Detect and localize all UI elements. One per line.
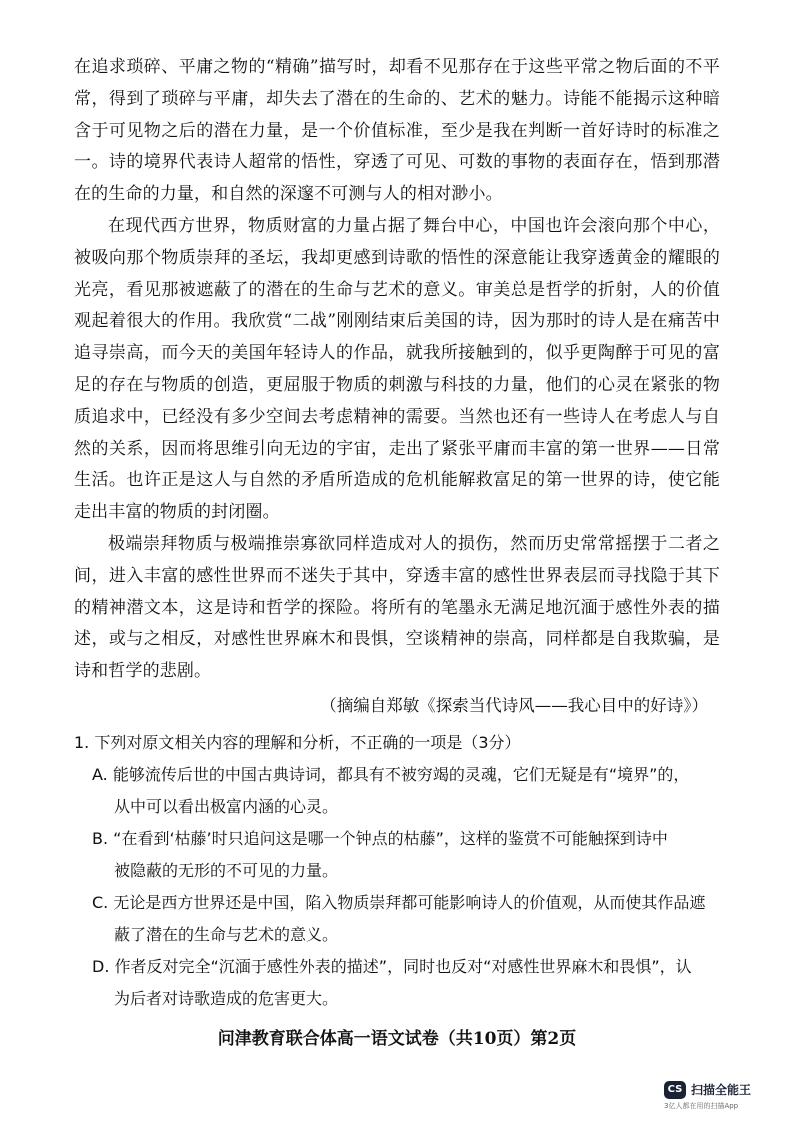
- option-d-line-1: D. 作者反对完全“沉湎于感性外表的描述”，同时也反对“对感性世界麻木和畏惧”，认: [92, 957, 692, 976]
- option-a-line-2: 从中可以看出极富内涵的心灵。: [114, 797, 339, 816]
- watermark-brand: 扫描全能王: [691, 1083, 752, 1097]
- option-c-line-2: 蔽了潜在的生命与艺术的意义。: [114, 925, 339, 944]
- question-stem: 1. 下列对原文相关内容的理解和分析，不正确的一项是（3分）: [74, 733, 521, 752]
- option-d: [92, 951, 734, 1015]
- watermark-tagline: 3亿人都在用的扫描App: [664, 1102, 739, 1110]
- option-c-line-1: C. 无论是西方世界还是中国，陷入物质崇拜都可能影响诗人的价值观，从而使其作品遮: [92, 893, 706, 912]
- passage-paragraph-1: 在追求琐碎、平庸之物的“精确”描写时，却看不见那存在于这些平常之物后面的不平常，得到了琐碎与平庸，却失去了潜在的生命的、艺术的魅力。诗能不能揭示这种暗含于可见物之后的潜在力量，是一个价值标准，至少是我在判断一首好诗时的标准之一。诗的境界代表诗人超常的悟性，穿透了可见、可数的事物的表面存在，悟到那潜在的生命的力量，和自然的深邃不可测与人的相对渺小。: [74, 57, 720, 205]
- option-a: [92, 759, 734, 823]
- option-a-line-1: A. 能够流传后世的中国古典诗词，都具有不被穷竭的灵魂，它们无疑是有“境界”的，: [92, 765, 690, 784]
- option-d-line-2: 为后者对诗歌造成的危害更大。: [114, 989, 339, 1008]
- passage-paragraph-3: 极端崇拜物质与极端推崇寡欲同样造成对人的损伤，然而历史常常摇摆于二者之间，进入丰富的感性世界而不迷失于其中，穿透丰富的感性世界表层而寻找隐于其下的精神潜文本，这是诗和哲学的探险。将所有的笔墨永无满足地沉湎于感性外表的描述，或与之相反，对感性世界麻木和畏惧，空谈精神的崇高，同样都是自我欺骗，是诗和哲学的悲剧。: [74, 533, 720, 682]
- page-footer: 问津教育联合体高一语文试卷（共10页）第2页: [217, 1029, 577, 1049]
- option-b-line-2: 被隐蔽的无形的不可见的力量。: [114, 861, 339, 880]
- question-1: [74, 727, 734, 1015]
- source-citation: （摘编自郑敏《探索当代诗风——我心目中的好诗》）: [320, 696, 708, 715]
- camscanner-logo-icon: CS: [664, 1081, 686, 1099]
- option-b: [92, 823, 734, 887]
- reading-passage: [74, 52, 720, 688]
- scanner-watermark: [662, 1077, 780, 1117]
- option-c: [92, 887, 734, 951]
- option-b-line-1: B. “在看到‘枯藤’时只追问这是哪一个钟点的枯藤”，这样的鉴赏不可能触探到诗中: [92, 829, 668, 848]
- passage-paragraph-2: 在现代西方世界，物质财富的力量占据了舞台中心，中国也许会滚向那个中心，被吸向那个物质崇拜的圣坛，我却更感到诗歌的悟性的深意能让我穿透黄金的耀眼的光亮，看见那被遮蔽了的潜在的生命与艺术的意义。审美总是哲学的折射，人的价值观起着很大的作用。我欣赏“二战”刚刚结束后美国的诗，因为那时的诗人是在痛苦中追寻崇高，而今天的美国年轻诗人的作品，就我所接触到的，似乎更陶醉于可见的富足的存在与物质的创造，更屈服于物质的刺激与科技的力量，他们的心灵在紧张的物质追求中，已经没有多少空间去考虑精神的需要。当然也还有一些诗人在考虑人与自然的关系，因而将思维引向无边的宇宙，走出了紧张平庸而丰富的第一世界——日常生活。也许正是这人与自然的矛盾所造成的危机能解救富足的第一世界的诗，使它能走出丰富的物质的封闭圈。: [74, 215, 720, 523]
